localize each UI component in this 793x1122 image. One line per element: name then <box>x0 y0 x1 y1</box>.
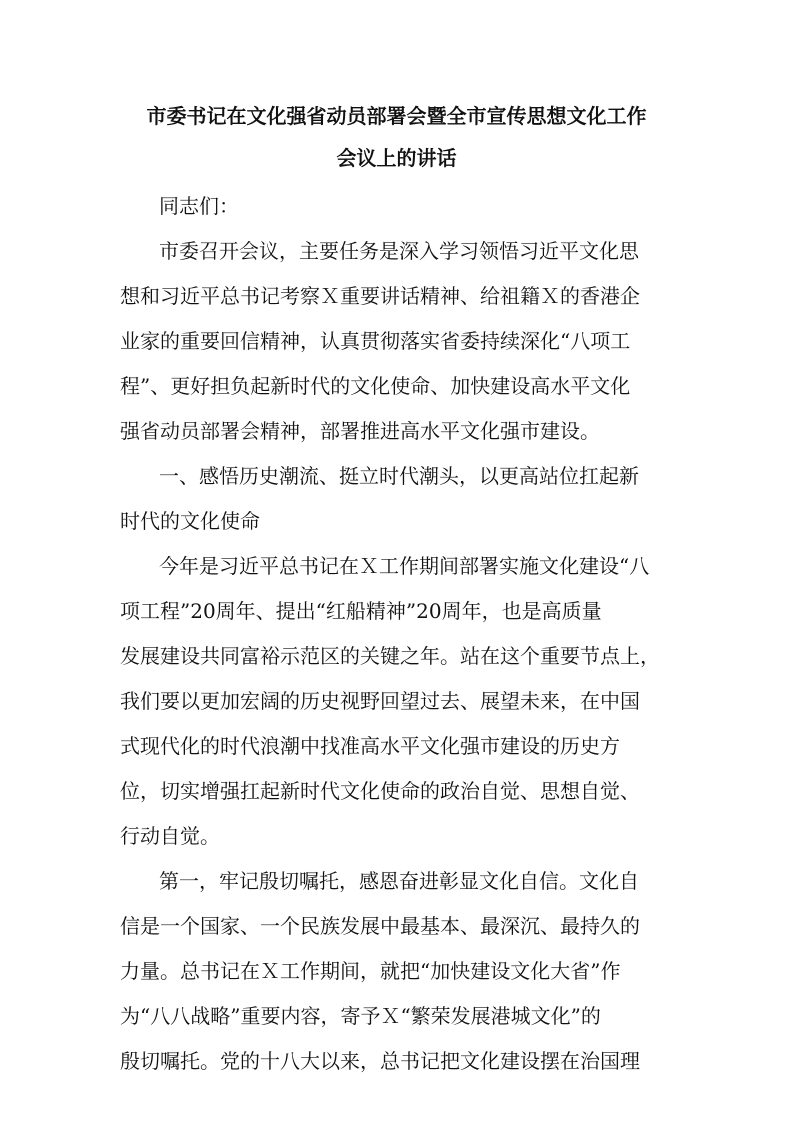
salutation: 同志们： <box>159 194 239 218</box>
paragraph-line: 程”、更好担负起新时代的文化使命、加快建设高水平文化 <box>120 374 631 398</box>
paragraph-line: 位，切实增强扛起新时代文化使命的政治自觉、思想自觉、 <box>120 779 640 803</box>
paragraph-line: 强省动员部署会精神，部署推进高水平文化强市建设。 <box>120 419 600 443</box>
paragraph-line: 市委召开会议，主要任务是深入学习领悟习近平文化思 <box>159 239 639 263</box>
paragraph-line: 业家的重要回信精神，认真贯彻落实省委持续深化“八项工 <box>120 329 631 353</box>
paragraph-line: 为“八八战略”重要内容，寄予Ｘ“繁荣发展港城文化”的 <box>120 1004 601 1028</box>
paragraph-line: 第一，牢记殷切嘱托，感恩奋进彰显文化自信。文化自 <box>159 869 639 893</box>
section-heading-line: 一、感悟历史潮流、挺立时代潮头，以更高站位扛起新 <box>159 464 639 488</box>
paragraph-line: 项工程”20周年、提出“红船精神”20周年，也是高质量 <box>120 599 602 623</box>
paragraph-line: 我们要以更加宏阔的历史视野回望过去、展望未来，在中国 <box>120 689 640 713</box>
paragraph-line: 力量。总书记在Ｘ工作期间，就把“加快建设文化大省”作 <box>120 959 621 983</box>
section-heading-line: 时代的文化使命 <box>120 509 260 533</box>
document-title-line-2: 会议上的讲话 <box>336 146 457 170</box>
paragraph-line: 殷切嘱托。党的十八大以来，总书记把文化建设摆在治国理 <box>120 1049 640 1073</box>
document-title-line-1: 市委书记在文化强省动员部署会暨全市宣传思想文化工作 <box>146 104 647 128</box>
paragraph-line: 行动自觉。 <box>120 824 220 848</box>
paragraph-line: 式现代化的时代浪潮中找准高水平文化强市建设的历史方 <box>120 734 620 758</box>
paragraph-line: 信是一个国家、一个民族发展中最基本、最深沉、最持久的 <box>120 914 640 938</box>
paragraph-line: 今年是习近平总书记在Ｘ工作期间部署实施文化建设“八 <box>159 554 650 578</box>
paragraph-line: 发展建设共同富裕示范区的关键之年。站在这个重要节点上， <box>120 644 660 668</box>
paragraph-line: 想和习近平总书记考察Ｘ重要讲话精神、给祖籍Ｘ的香港企 <box>120 284 640 308</box>
